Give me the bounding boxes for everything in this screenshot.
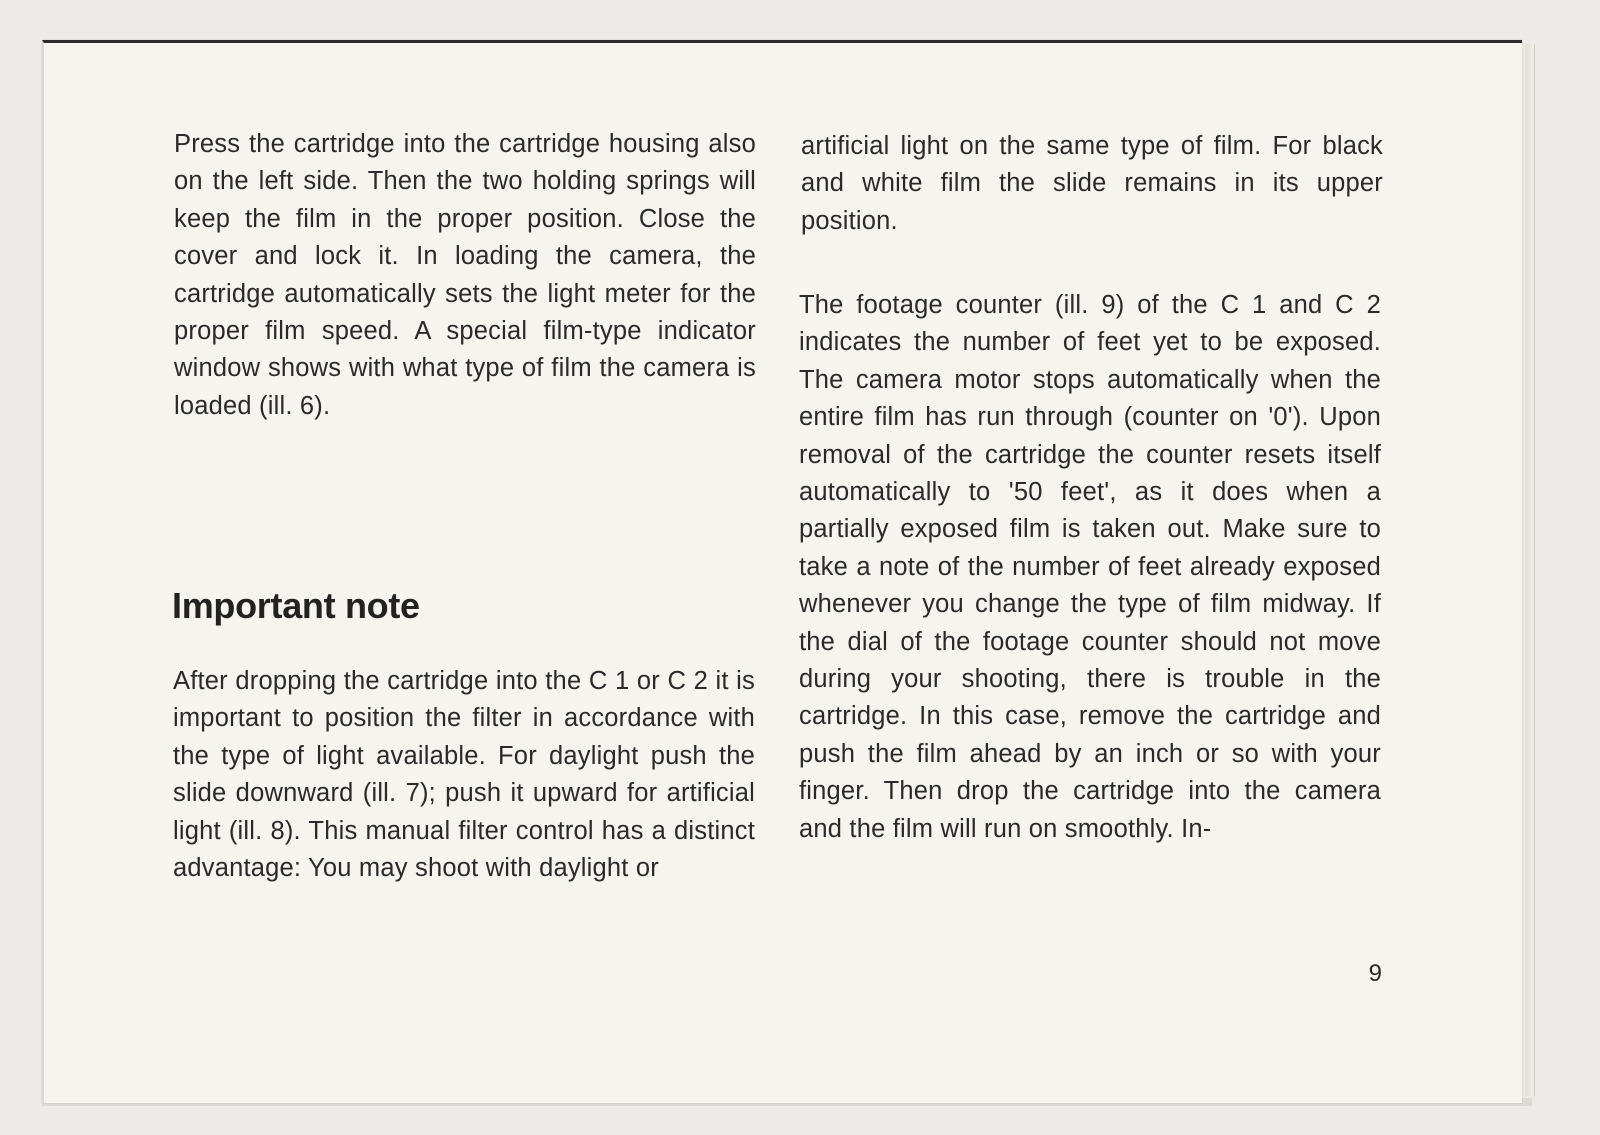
page-stack-edge — [1520, 44, 1535, 1096]
right-column-continuation — [801, 128, 1383, 240]
artificial-light-paragraph: artificial light on the same type of film. For black and white film the slide remains in its upper position. — [801, 132, 1383, 235]
important-note-heading: Important note — [172, 585, 420, 626]
right-column-counter — [799, 287, 1381, 848]
footage-counter-paragraph: The footage counter (ill. 9) of the C 1 and C 2 indicates the number of feet yet to be exposed. The camera motor stops automatically when the entire film has run through (counter on '0'). Upon removal of the cartridge the counter resets itself automatically to '50 feet', as it does when a partially exposed film is taken out. Make sure to take a note of the number of feet already exposed whenever you change the type of film midway. If the dial of the footage counter should not move during your shooting, there is trouble in the cartridge. In this case, remove the cartridge and push the film ahead by an inch or so with your finger. Then drop the cartridge into the camera and the film will run on smoothly. In- — [799, 291, 1381, 843]
filter-paragraph: After dropping the cartridge into the C 1 or C 2 it is important to position the filter in accordance with the type of light available. For daylight push the slide downward (ill. 7); push it upward for artificial light (ill. 8). This manual filter control has a distinct advantage: You may shoot with daylight or — [173, 667, 755, 883]
loading-paragraph: Press the cartridge into the cartridge housing also on the left side. Then the two holding springs will keep the film in the proper position. Close the cover and lock it. In loading the camera, the cartridge automatically sets the light meter for the proper film speed. A special film-type indicator window shows with what type of film the camera is loaded (ill. 6). — [174, 130, 756, 420]
page-number: 9 — [1368, 960, 1382, 987]
left-column-intro — [174, 126, 756, 425]
left-column-note — [173, 663, 755, 887]
